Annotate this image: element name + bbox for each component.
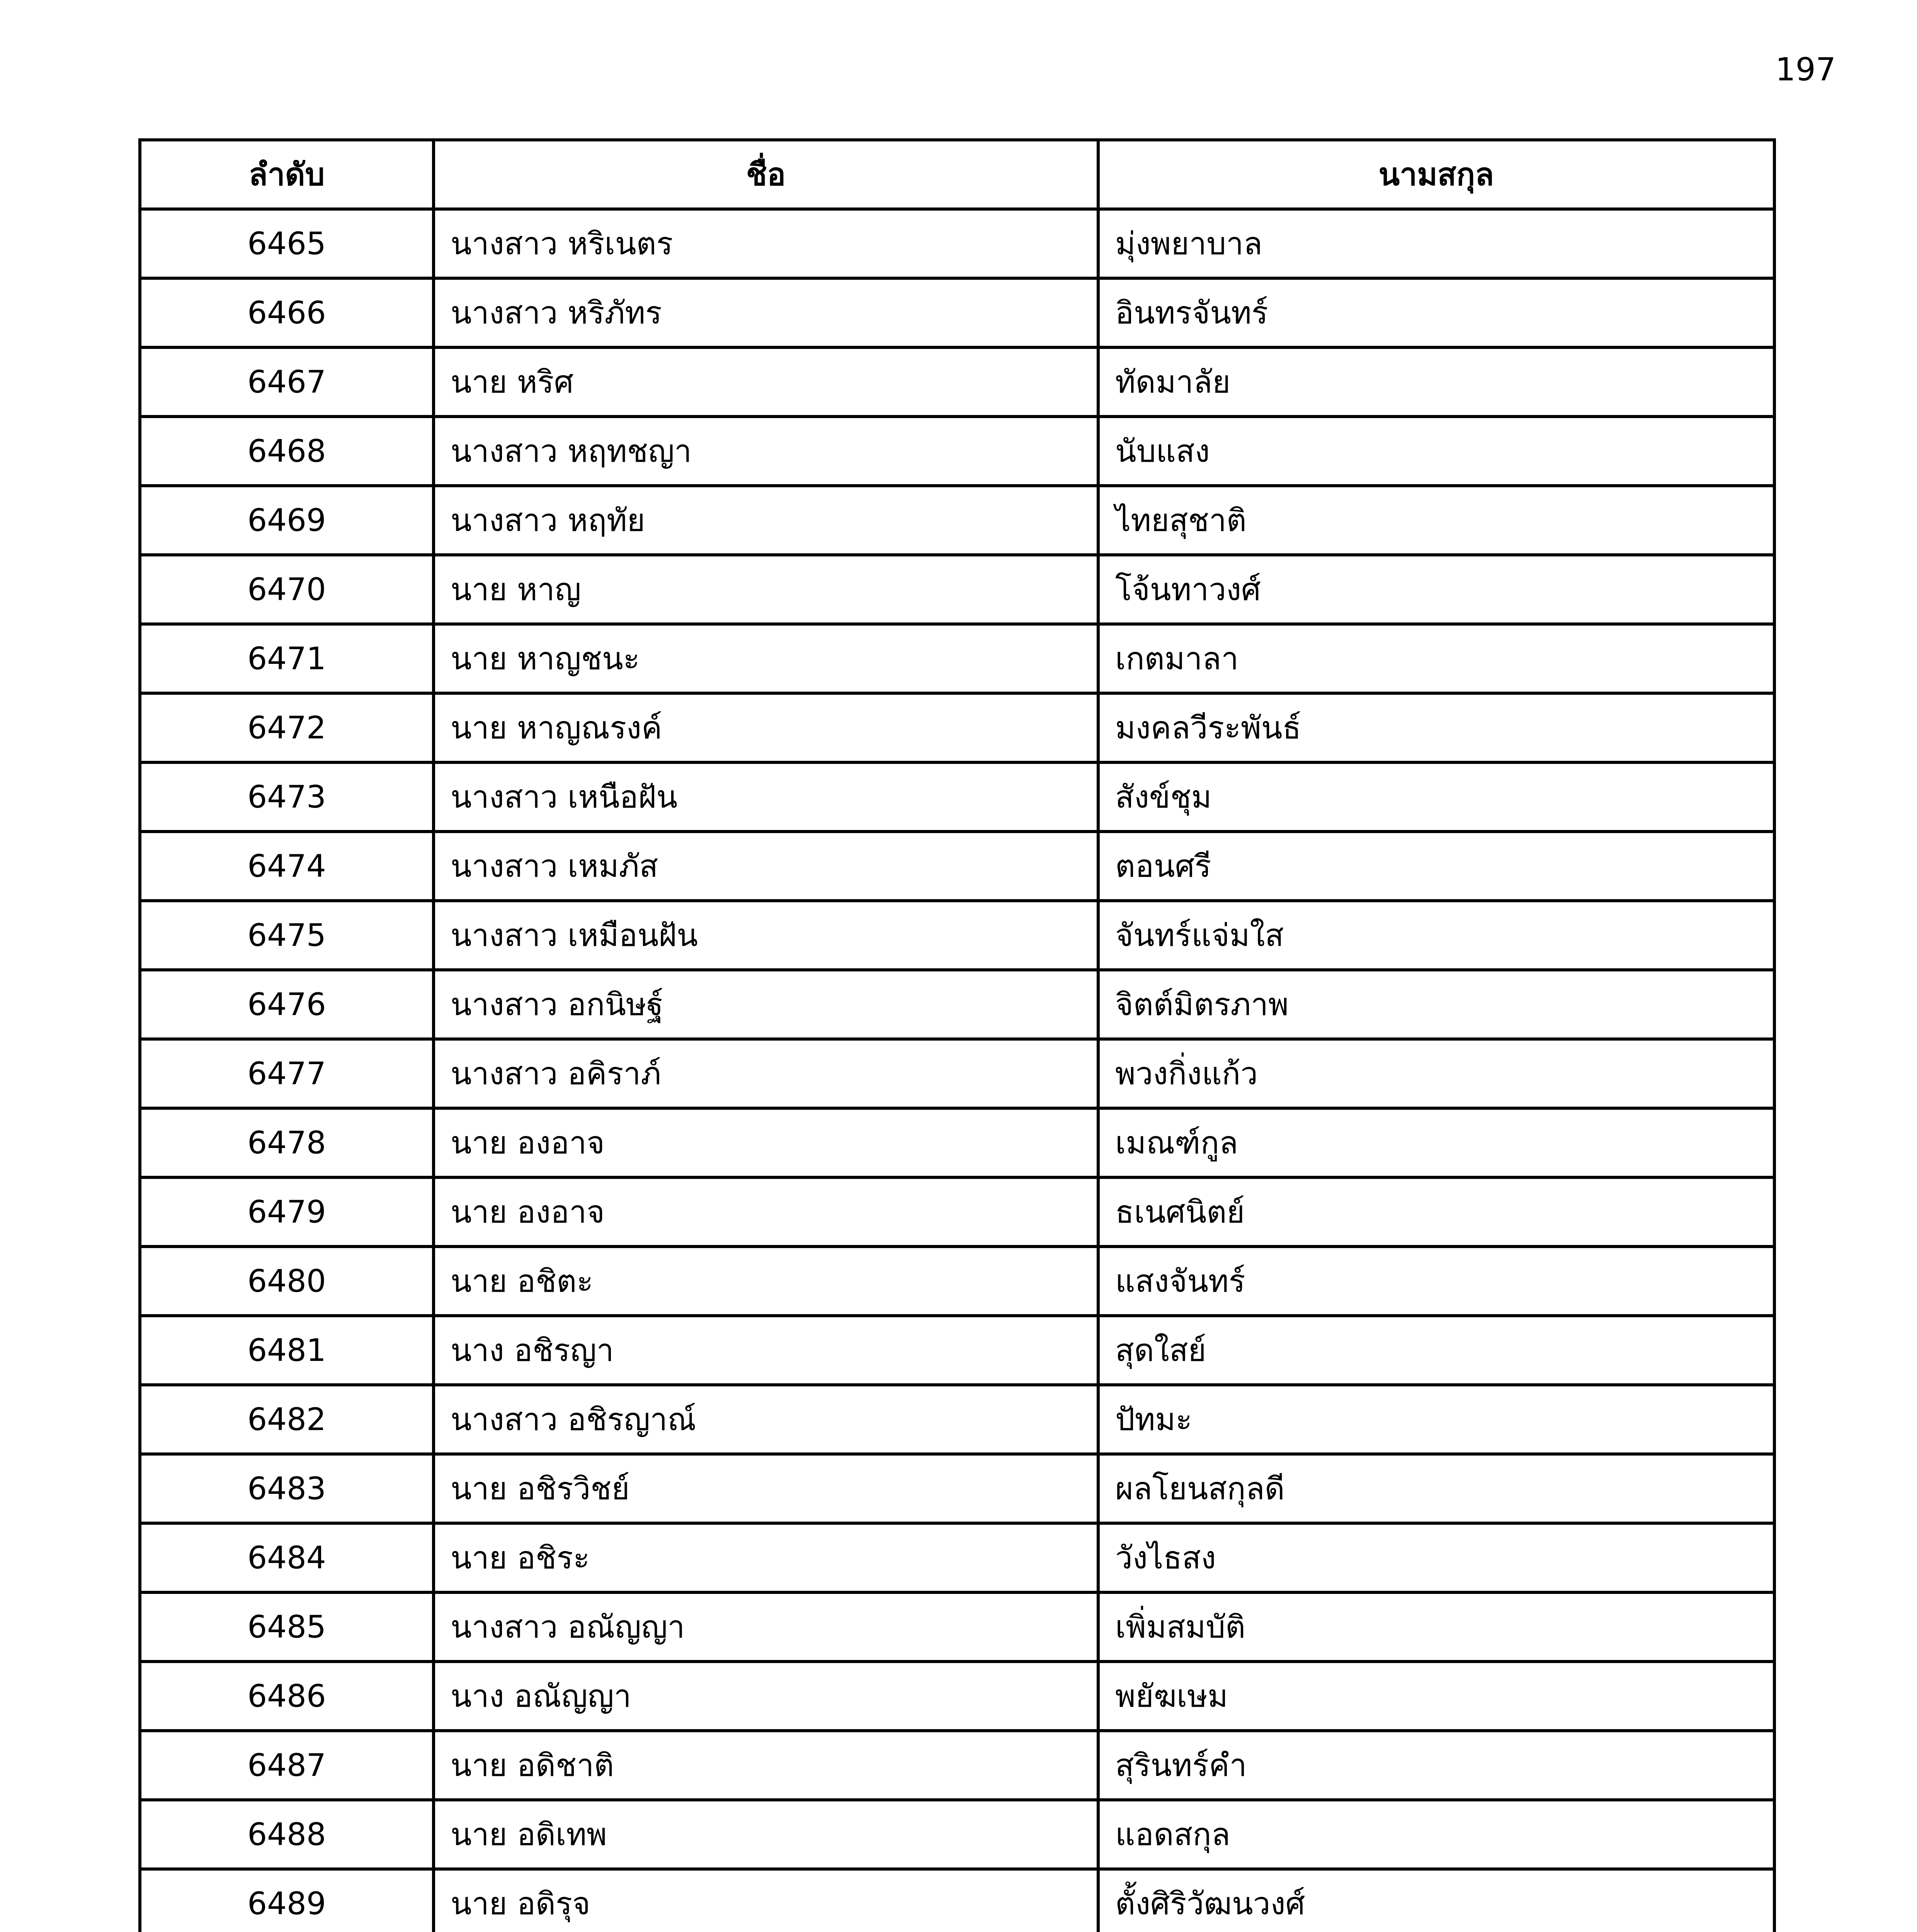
cell-surname: เกตมาลา	[1098, 624, 1774, 693]
cell-name: นาย องอาจ	[434, 1177, 1098, 1247]
cell-name: นางสาว หฤทัย	[434, 486, 1098, 555]
cell-surname: อินทรจันทร์	[1098, 278, 1774, 347]
cell-surname: เพิ่มสมบัติ	[1098, 1592, 1774, 1662]
cell-order: 6487	[140, 1731, 434, 1800]
cell-order: 6473	[140, 762, 434, 832]
cell-order: 6469	[140, 486, 434, 555]
cell-order: 6480	[140, 1247, 434, 1316]
cell-surname: วังไธสง	[1098, 1523, 1774, 1592]
cell-name: นาย อชิตะ	[434, 1247, 1098, 1316]
cell-order: 6474	[140, 832, 434, 901]
cell-order: 6489	[140, 1869, 434, 1932]
cell-order: 6484	[140, 1523, 434, 1592]
cell-surname: ไทยสุชาติ	[1098, 486, 1774, 555]
table-row	[140, 347, 1774, 417]
cell-name: นางสาว เหนือฝัน	[434, 762, 1098, 832]
cell-name: นางสาว อคิราภ์	[434, 1039, 1098, 1108]
cell-name: นาย อชิระ	[434, 1523, 1098, 1592]
cell-order: 6477	[140, 1039, 434, 1108]
table-row	[140, 693, 1774, 762]
cell-order: 6471	[140, 624, 434, 693]
cell-order: 6482	[140, 1385, 434, 1454]
cell-name: นาง อชิรญา	[434, 1316, 1098, 1385]
cell-surname: พวงกิ่งแก้ว	[1098, 1039, 1774, 1108]
cell-order: 6470	[140, 555, 434, 624]
table-body	[140, 209, 1774, 1932]
cell-order: 6483	[140, 1454, 434, 1523]
cell-name: นางสาว หริภัทร	[434, 278, 1098, 347]
cell-surname: มงคลวีระพันธ์	[1098, 693, 1774, 762]
cell-name: นางสาว หริเนตร	[434, 209, 1098, 278]
column-header-name: ชื่อ	[434, 140, 1098, 209]
column-header-order: ลำดับ	[140, 140, 434, 209]
cell-surname: ตอนศรี	[1098, 832, 1774, 901]
page-number: 197	[1775, 51, 1836, 88]
cell-order: 6466	[140, 278, 434, 347]
cell-surname: โจ้นทาวงศ์	[1098, 555, 1774, 624]
cell-surname: ตั้งศิริวัฒนวงศ์	[1098, 1869, 1774, 1932]
table-row	[140, 832, 1774, 901]
cell-name: นางสาว อกนิษฐ์	[434, 970, 1098, 1039]
cell-order: 6478	[140, 1108, 434, 1177]
table-row	[140, 417, 1774, 486]
cell-surname: จันทร์แจ่มใส	[1098, 901, 1774, 970]
table-row	[140, 1177, 1774, 1247]
cell-order: 6467	[140, 347, 434, 417]
cell-surname: สังข์ชุม	[1098, 762, 1774, 832]
cell-name: นางสาว อณัญญา	[434, 1592, 1098, 1662]
cell-order: 6476	[140, 970, 434, 1039]
cell-surname: ธเนศนิตย์	[1098, 1177, 1774, 1247]
table-row	[140, 1731, 1774, 1800]
cell-surname: แสงจันทร์	[1098, 1247, 1774, 1316]
cell-surname: นับแสง	[1098, 417, 1774, 486]
table-row	[140, 1869, 1774, 1932]
table-row	[140, 1316, 1774, 1385]
cell-surname: มุ่งพยาบาล	[1098, 209, 1774, 278]
cell-name: นางสาว เหมือนฝัน	[434, 901, 1098, 970]
cell-surname: เมณฑ์กูล	[1098, 1108, 1774, 1177]
table-row	[140, 1800, 1774, 1869]
table-row	[140, 1662, 1774, 1731]
cell-surname: แอดสกุล	[1098, 1800, 1774, 1869]
table-row	[140, 624, 1774, 693]
cell-order: 6472	[140, 693, 434, 762]
cell-name: นาย อดิรุจ	[434, 1869, 1098, 1932]
cell-surname: สุรินทร์คำ	[1098, 1731, 1774, 1800]
table-row	[140, 1592, 1774, 1662]
cell-name: นาย องอาจ	[434, 1108, 1098, 1177]
cell-surname: สุดใสย์	[1098, 1316, 1774, 1385]
cell-name: นาย หาญณรงค์	[434, 693, 1098, 762]
cell-order: 6488	[140, 1800, 434, 1869]
cell-name: นาย หาญ	[434, 555, 1098, 624]
cell-name: นาย หริศ	[434, 347, 1098, 417]
cell-order: 6465	[140, 209, 434, 278]
table-row	[140, 901, 1774, 970]
table-row	[140, 1039, 1774, 1108]
table-row	[140, 970, 1774, 1039]
table-row	[140, 555, 1774, 624]
table-row	[140, 1385, 1774, 1454]
table-row	[140, 209, 1774, 278]
cell-name: นาย อดิเทพ	[434, 1800, 1098, 1869]
cell-surname: ปัทมะ	[1098, 1385, 1774, 1454]
cell-order: 6479	[140, 1177, 434, 1247]
table-row	[140, 278, 1774, 347]
cell-order: 6485	[140, 1592, 434, 1662]
cell-name: นาย อชิรวิชย์	[434, 1454, 1098, 1523]
cell-name: นาง อณัญญา	[434, 1662, 1098, 1731]
cell-order: 6486	[140, 1662, 434, 1731]
table-row	[140, 1247, 1774, 1316]
cell-order: 6481	[140, 1316, 434, 1385]
cell-name: นาย หาญชนะ	[434, 624, 1098, 693]
cell-surname: ทัดมาลัย	[1098, 347, 1774, 417]
cell-name: นางสาว หฤทชญา	[434, 417, 1098, 486]
cell-order: 6475	[140, 901, 434, 970]
cell-surname: จิตต์มิตรภาพ	[1098, 970, 1774, 1039]
cell-name: นางสาว อชิรญาณ์	[434, 1385, 1098, 1454]
table-row	[140, 1108, 1774, 1177]
cell-order: 6468	[140, 417, 434, 486]
table-row	[140, 486, 1774, 555]
table-header-row	[140, 140, 1774, 209]
table-row	[140, 1454, 1774, 1523]
column-header-surname: นามสกุล	[1098, 140, 1774, 209]
cell-surname: พยัฆเษม	[1098, 1662, 1774, 1731]
cell-name: นาย อดิชาติ	[434, 1731, 1098, 1800]
table-row	[140, 1523, 1774, 1592]
cell-surname: ผลโยนสกุลดี	[1098, 1454, 1774, 1523]
cell-name: นางสาว เหมภัส	[434, 832, 1098, 901]
table-row	[140, 762, 1774, 832]
name-list-table	[138, 138, 1776, 1932]
